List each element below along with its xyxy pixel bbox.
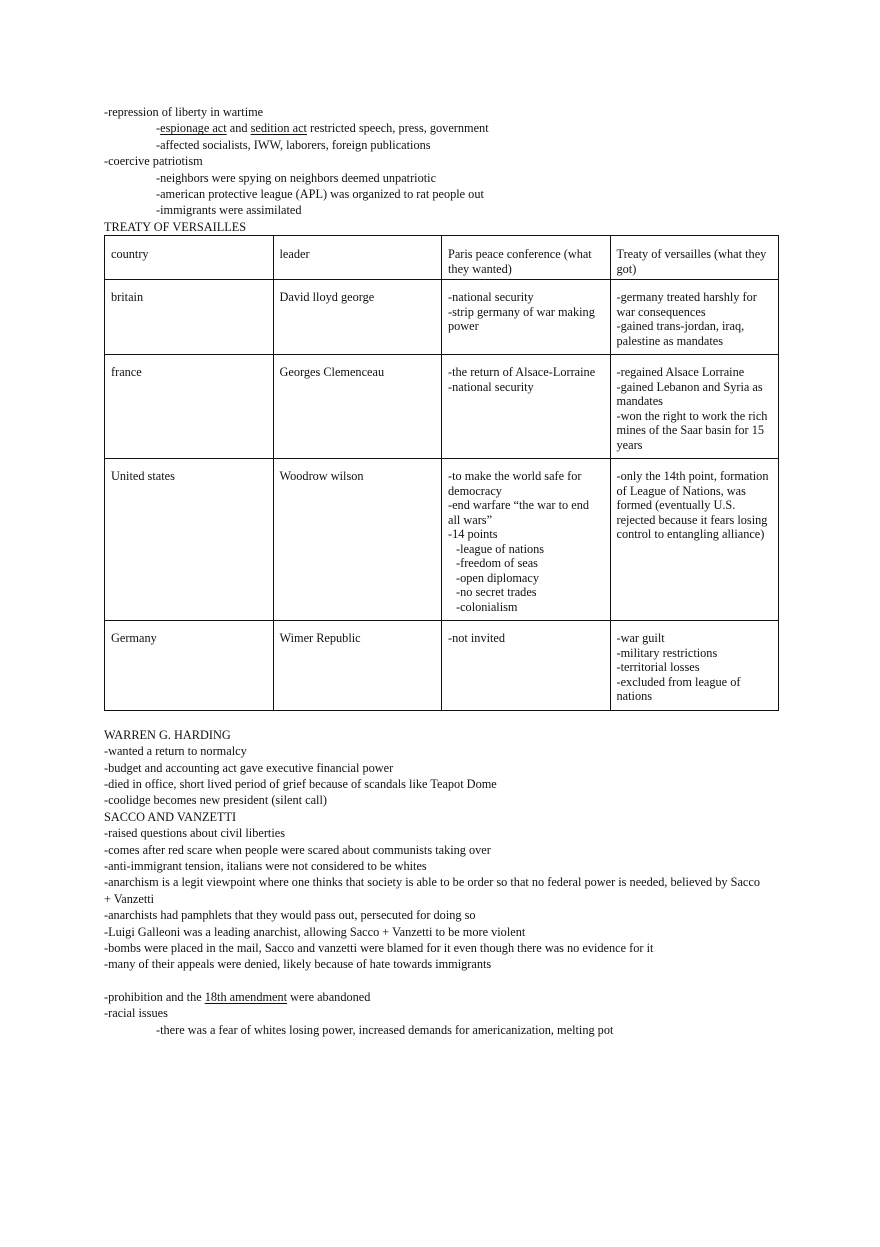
note-line: -wanted a return to normalcy — [104, 744, 247, 759]
note-line: -anti-immigrant tension, italians were not considered to be whites — [104, 859, 427, 873]
note-line: -many of their appeals were denied, likely because of hate towards immigrants — [104, 957, 492, 972]
section-heading: WARREN G. HARDING — [104, 727, 231, 742]
note-line: -raised questions about civil liberties — [104, 826, 285, 841]
leader-cell: Woodrow wilson — [273, 459, 442, 621]
note-line: -prohibition and the 18th amendment were abandoned — [104, 989, 371, 1004]
got-cell: -germany treated harshly for war consequences -gained trans-jordan, iraq, palestine as mandates — [610, 280, 779, 355]
country-cell: france — [105, 355, 274, 459]
table-row — [105, 355, 779, 459]
note-line: -affected socialists, IWW, laborers, foreign publications — [156, 137, 431, 152]
table-row — [105, 459, 779, 621]
note-line: -there was a fear of whites losing power, increased demands for americanization, melting pot — [156, 1022, 614, 1037]
country-cell: Germany — [105, 621, 274, 711]
country-cell: britain — [105, 280, 274, 355]
note-line: -Luigi Galleoni was a leading anarchist, allowing Sacco + Vanzetti to be more violent — [104, 924, 526, 939]
note-line: -comes after red scare when people were scared about communists taking over — [104, 842, 491, 857]
wanted-cell: -to make the world safe for democracy -end warfare “the war to end all wars” -14 points -league of nations -freedom of seas -open diplomacy -no secret trades -colonialism — [442, 459, 611, 621]
table-row — [105, 280, 779, 355]
note-line: -anarchism is a legit viewpoint where one thinks that society is able to be order so that no federal power is needed, believed by Sacco + Vanzetti — [104, 875, 760, 906]
leader-cell: Wimer Republic — [273, 621, 442, 711]
sedition-act-link: sedition act — [250, 121, 307, 136]
table-row — [105, 621, 779, 711]
note-line: -neighbors were spying on neighbors deemed unpatriotic — [156, 170, 437, 185]
note-line: -espionage act and sedition act restricted speech, press, government — [156, 121, 489, 136]
header-cell: Treaty of versailles (what they got) — [610, 236, 779, 280]
header-cell: leader — [273, 236, 442, 280]
note-line: -anarchists had pamphlets that they would pass out, persecuted for doing so — [104, 908, 476, 923]
leader-cell: Georges Clemenceau — [273, 355, 442, 459]
got-cell: -regained Alsace Lorraine -gained Lebanon and Syria as mandates -won the right to work the rich mines of the Saar basin for 15 years — [610, 355, 779, 459]
leader-cell: David lloyd george — [273, 280, 442, 355]
got-cell: -only the 14th point, formation of League of Nations, was formed (eventually U.S. rejected because it fears losing control to entangling alliance) — [610, 459, 779, 621]
header-cell: country — [105, 236, 274, 280]
note-line: -racial issues — [104, 1006, 168, 1021]
header-cell: Paris peace conference (what they wanted) — [442, 236, 611, 280]
espionage-act-link: espionage act — [160, 121, 227, 136]
section-heading: TREATY OF VERSAILLES — [104, 219, 247, 234]
note-line: -bombs were placed in the mail, Sacco and vanzetti were blamed for it even though there was no evidence for it — [104, 941, 654, 956]
wanted-cell: -not invited — [442, 621, 611, 711]
note-line: -budget and accounting act gave executive financial power — [104, 760, 394, 775]
18th-amendment-link: 18th amendment — [204, 989, 288, 1004]
note-line: -immigrants were assimilated — [156, 203, 302, 218]
note-line: -died in office, short lived period of grief because of scandals like Teapot Dome — [104, 776, 497, 791]
treaty-table — [104, 235, 779, 711]
wanted-cell: -national security -strip germany of war making power — [442, 280, 611, 355]
note-line: -coolidge becomes new president (silent call) — [104, 793, 327, 808]
section-heading: SACCO AND VANZETTI — [104, 809, 237, 824]
note-line: -coercive patriotism — [104, 154, 203, 169]
notes-page — [104, 104, 784, 1038]
got-cell: -war guilt -military restrictions -territorial losses -excluded from league of nations — [610, 621, 779, 711]
table-header-row — [105, 236, 779, 280]
note-line: -american protective league (APL) was organized to rat people out — [156, 187, 484, 202]
country-cell: United states — [105, 459, 274, 621]
wanted-cell: -the return of Alsace-Lorraine -national security — [442, 355, 611, 459]
note-line: -repression of liberty in wartime — [104, 105, 264, 119]
